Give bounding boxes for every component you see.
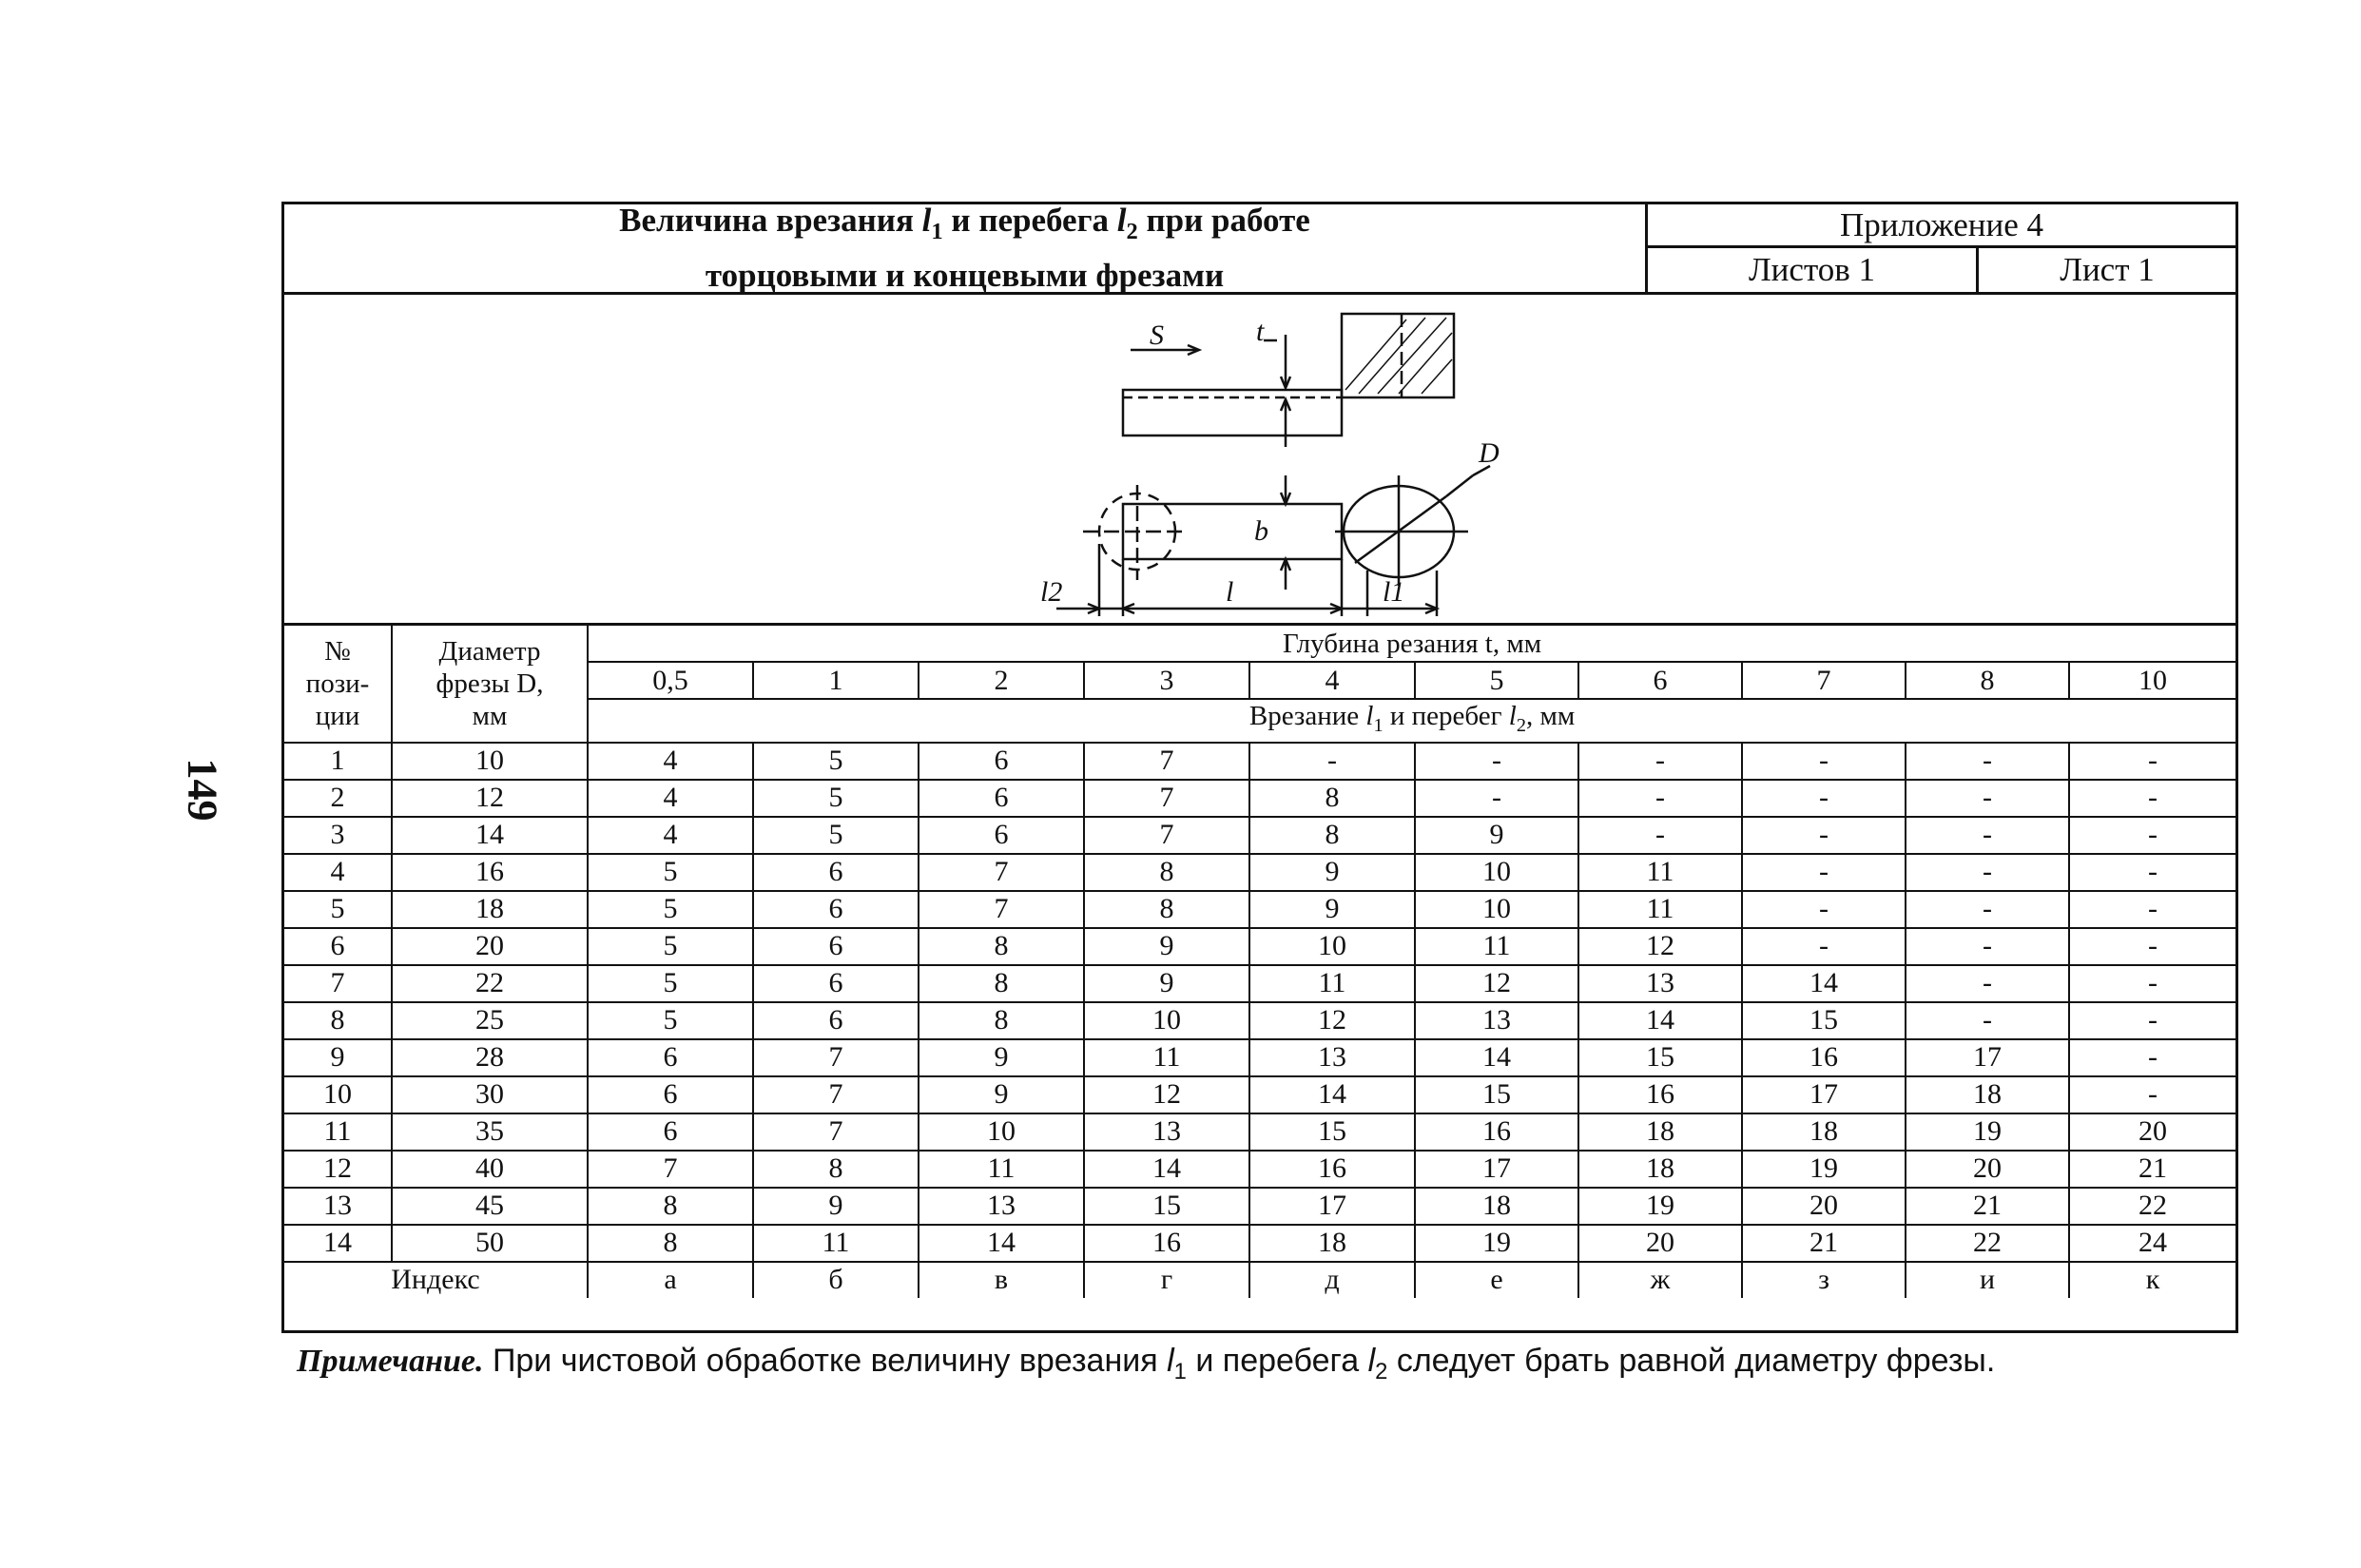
cutter-side: [1342, 314, 1454, 397]
cell-position: 2: [284, 780, 392, 817]
cell-value: 21: [2069, 1151, 2235, 1188]
index-cell: в: [919, 1262, 1084, 1298]
title-line-2: торцовыми и концевыми фрезами: [705, 257, 1225, 294]
table-row: [284, 780, 2235, 817]
cell-value: 14: [1578, 1002, 1742, 1039]
table-row: [284, 743, 2235, 780]
cell-value: 16: [1084, 1225, 1249, 1262]
cell-diameter: 18: [392, 891, 588, 928]
cell-value: -: [1578, 780, 1742, 817]
table-row: [284, 1002, 2235, 1039]
cell-value: 19: [1578, 1188, 1742, 1225]
cell-value: 19: [1906, 1113, 2069, 1151]
cell-value: -: [2069, 1002, 2235, 1039]
cell-value: -: [2069, 1076, 2235, 1113]
cell-value: 11: [1415, 928, 1578, 965]
cell-value: 6: [753, 928, 919, 965]
cell-value: -: [2069, 854, 2235, 891]
cell-diameter: 50: [392, 1225, 588, 1262]
cell-position: 7: [284, 965, 392, 1002]
cell-position: 4: [284, 854, 392, 891]
cell-value: 20: [2069, 1113, 2235, 1151]
index-cell: е: [1415, 1262, 1578, 1298]
cell-value: -: [1906, 854, 2069, 891]
cell-value: 14: [1249, 1076, 1415, 1113]
table-row: [284, 891, 2235, 928]
depth-col-header: 5: [1415, 662, 1578, 699]
cell-diameter: 35: [392, 1113, 588, 1151]
infeed-header: Врезание $l_1$ и перебег $l_2$, мм: [588, 699, 2235, 743]
milling-diagram: [284, 295, 2235, 623]
cell-value: 14: [1742, 965, 1906, 1002]
cell-value: 15: [1249, 1113, 1415, 1151]
cell-diameter: 45: [392, 1188, 588, 1225]
cell-value: 7: [919, 891, 1084, 928]
cell-value: 15: [1415, 1076, 1578, 1113]
cell-value: -: [2069, 928, 2235, 965]
table-row: [284, 1225, 2235, 1262]
cell-value: -: [1578, 743, 1742, 780]
cell-value: 9: [1249, 891, 1415, 928]
cell-value: 7: [1084, 780, 1249, 817]
cell-value: 18: [1742, 1113, 1906, 1151]
cell-value: 13: [1249, 1039, 1415, 1076]
cell-value: 15: [1578, 1039, 1742, 1076]
cell-value: 16: [1742, 1039, 1906, 1076]
cell-value: 16: [1249, 1151, 1415, 1188]
cell-value: 9: [919, 1076, 1084, 1113]
cell-diameter: 30: [392, 1076, 588, 1113]
cell-value: 11: [1578, 891, 1742, 928]
cell-diameter: 20: [392, 928, 588, 965]
cell-value: 15: [1742, 1002, 1906, 1039]
cell-value: 10: [1415, 854, 1578, 891]
cell-value: 19: [1742, 1151, 1906, 1188]
header-meta: [1645, 204, 2235, 292]
cell-value: -: [1742, 891, 1906, 928]
cell-value: 5: [753, 743, 919, 780]
cell-value: 9: [919, 1039, 1084, 1076]
label-t: t: [1256, 316, 1265, 347]
cell-value: 18: [1578, 1151, 1742, 1188]
cell-value: 5: [753, 780, 919, 817]
index-cell: з: [1742, 1262, 1906, 1298]
cell-value: 6: [588, 1113, 753, 1151]
cell-diameter: 16: [392, 854, 588, 891]
cell-position: 12: [284, 1151, 392, 1188]
header-row-1: [284, 626, 2235, 662]
cell-value: 8: [919, 965, 1084, 1002]
table-row: [284, 1188, 2235, 1225]
cell-value: -: [2069, 780, 2235, 817]
index-label: Индекс: [284, 1262, 588, 1298]
cell-value: 11: [1249, 965, 1415, 1002]
cell-value: 13: [1084, 1113, 1249, 1151]
depth-col-header: 3: [1084, 662, 1249, 699]
cell-value: 16: [1415, 1113, 1578, 1151]
cell-value: 6: [753, 1002, 919, 1039]
cell-value: 6: [753, 965, 919, 1002]
col-header-diameter: Диаметр фрезы D, мм: [392, 626, 588, 743]
cell-value: 17: [1742, 1076, 1906, 1113]
cell-value: 6: [753, 891, 919, 928]
cell-position: 14: [284, 1225, 392, 1262]
cell-value: 12: [1415, 965, 1578, 1002]
cell-value: 4: [588, 817, 753, 854]
table-row: [284, 1151, 2235, 1188]
cell-value: 6: [919, 817, 1084, 854]
index-cell: и: [1906, 1262, 2069, 1298]
index-cell: ж: [1578, 1262, 1742, 1298]
cell-value: -: [1578, 817, 1742, 854]
table-row: [284, 928, 2235, 965]
cell-value: -: [1906, 743, 2069, 780]
cell-position: 10: [284, 1076, 392, 1113]
depth-col-header: 8: [1906, 662, 2069, 699]
cell-value: 12: [1578, 928, 1742, 965]
cell-value: 18: [1906, 1076, 2069, 1113]
cell-position: 13: [284, 1188, 392, 1225]
cell-value: -: [1742, 854, 1906, 891]
table-title: [284, 204, 1645, 292]
cell-value: 19: [1415, 1225, 1578, 1262]
cell-value: -: [1906, 891, 2069, 928]
header: [284, 204, 2235, 295]
depth-col-header: 0,5: [588, 662, 753, 699]
cell-value: 9: [1084, 928, 1249, 965]
cell-value: 7: [753, 1039, 919, 1076]
cell-value: -: [1742, 780, 1906, 817]
cell-value: -: [1742, 817, 1906, 854]
index-row: [284, 1262, 2235, 1298]
cell-value: 7: [753, 1113, 919, 1151]
cell-value: -: [1906, 817, 2069, 854]
index-cell: г: [1084, 1262, 1249, 1298]
cell-value: 7: [753, 1076, 919, 1113]
page-number: 149: [179, 758, 226, 821]
cell-value: 7: [919, 854, 1084, 891]
cell-value: 9: [1415, 817, 1578, 854]
label-s: S: [1150, 319, 1164, 351]
cell-diameter: 14: [392, 817, 588, 854]
cell-value: 12: [1249, 1002, 1415, 1039]
index-cell: а: [588, 1262, 753, 1298]
cell-value: -: [2069, 891, 2235, 928]
cell-value: -: [2069, 965, 2235, 1002]
cell-value: -: [1742, 928, 1906, 965]
cell-position: 5: [284, 891, 392, 928]
cell-value: 14: [1084, 1151, 1249, 1188]
index-cell: д: [1249, 1262, 1415, 1298]
cell-value: 8: [753, 1151, 919, 1188]
cell-value: -: [1415, 743, 1578, 780]
label-l1: l1: [1383, 576, 1405, 608]
table-row: [284, 965, 2235, 1002]
cell-value: 8: [919, 1002, 1084, 1039]
cell-value: 11: [1084, 1039, 1249, 1076]
note-label: Примечание.: [297, 1344, 484, 1379]
cell-value: -: [2069, 743, 2235, 780]
cell-value: 11: [1578, 854, 1742, 891]
appendix-label: Приложение 4: [1648, 204, 2235, 248]
cell-diameter: 28: [392, 1039, 588, 1076]
cell-value: 21: [1906, 1188, 2069, 1225]
cell-value: -: [1906, 1002, 2069, 1039]
cell-value: 5: [753, 817, 919, 854]
cell-value: 10: [1249, 928, 1415, 965]
cell-value: 17: [1906, 1039, 2069, 1076]
table-row: [284, 854, 2235, 891]
label-l: l: [1226, 576, 1234, 608]
cell-value: 14: [1415, 1039, 1578, 1076]
depth-col-header: 1: [753, 662, 919, 699]
cell-value: -: [1906, 780, 2069, 817]
col-header-position: № пози- ции: [284, 626, 392, 743]
cell-value: 5: [588, 1002, 753, 1039]
cell-value: 20: [1578, 1225, 1742, 1262]
milling-sketch: [284, 295, 2235, 626]
table-body: [284, 626, 2235, 1298]
cell-value: 15: [1084, 1188, 1249, 1225]
cell-value: 6: [919, 780, 1084, 817]
cell-value: 20: [1742, 1188, 1906, 1225]
cell-value: 7: [588, 1151, 753, 1188]
sheets-total: Листов 1: [1748, 251, 1876, 288]
cell-value: 20: [1906, 1151, 2069, 1188]
label-b: b: [1254, 515, 1268, 547]
cell-value: 4: [588, 743, 753, 780]
cell-value: -: [1742, 743, 1906, 780]
cell-value: 24: [2069, 1225, 2235, 1262]
cell-value: 18: [1415, 1188, 1578, 1225]
cell-value: 17: [1249, 1188, 1415, 1225]
cell-value: 13: [1578, 965, 1742, 1002]
cell-value: 9: [1084, 965, 1249, 1002]
sheet-number: Лист 1: [1976, 248, 2235, 292]
cell-value: 6: [753, 854, 919, 891]
depth-col-header: 2: [919, 662, 1084, 699]
table-row: [284, 817, 2235, 854]
cell-value: 8: [1249, 817, 1415, 854]
cell-value: 8: [1084, 854, 1249, 891]
cell-position: 9: [284, 1039, 392, 1076]
note: Примечание. При чистовой обработке величину врезания $l_1$ и перебега $l_2$ следует брать равной диаметру фрезы.: [297, 1343, 1996, 1384]
label-l2: l2: [1040, 576, 1063, 608]
cell-value: 18: [1578, 1113, 1742, 1151]
table-row: [284, 1076, 2235, 1113]
depth-col-header: 10: [2069, 662, 2235, 699]
cell-value: -: [1249, 743, 1415, 780]
table-row: [284, 1039, 2235, 1076]
depth-col-header: 7: [1742, 662, 1906, 699]
cell-value: 9: [1249, 854, 1415, 891]
cell-value: 6: [919, 743, 1084, 780]
cell-value: 10: [1084, 1002, 1249, 1039]
index-cell: к: [2069, 1262, 2235, 1298]
cell-value: -: [2069, 817, 2235, 854]
cell-value: 8: [1084, 891, 1249, 928]
depth-col-header: 6: [1578, 662, 1742, 699]
cell-value: 11: [919, 1151, 1084, 1188]
cell-value: 5: [588, 891, 753, 928]
cell-value: 10: [919, 1113, 1084, 1151]
cell-value: 11: [753, 1225, 919, 1262]
cell-value: 14: [919, 1225, 1084, 1262]
cell-value: -: [1906, 965, 2069, 1002]
cell-value: 8: [588, 1225, 753, 1262]
cell-value: 4: [588, 780, 753, 817]
table-row: [284, 1113, 2235, 1151]
cell-value: 13: [919, 1188, 1084, 1225]
cell-diameter: 25: [392, 1002, 588, 1039]
cell-value: 8: [588, 1188, 753, 1225]
cell-value: 21: [1742, 1225, 1906, 1262]
cell-value: 18: [1249, 1225, 1415, 1262]
cell-position: 6: [284, 928, 392, 965]
cell-diameter: 10: [392, 743, 588, 780]
appendix-frame: [281, 202, 2238, 1333]
cell-value: 16: [1578, 1076, 1742, 1113]
cell-value: 17: [1415, 1151, 1578, 1188]
label-d: D: [1479, 437, 1500, 469]
cell-value: 7: [1084, 743, 1249, 780]
cell-value: 22: [2069, 1188, 2235, 1225]
cell-value: 22: [1906, 1225, 2069, 1262]
cell-value: -: [2069, 1039, 2235, 1076]
cell-position: 11: [284, 1113, 392, 1151]
cell-value: 5: [588, 965, 753, 1002]
cell-diameter: 12: [392, 780, 588, 817]
index-cell: б: [753, 1262, 919, 1298]
title-line-1: Величина врезания $l_1$ и перебега $l_2$ при работе: [619, 202, 1310, 244]
infeed-overrun-table: [284, 626, 2235, 1298]
cell-value: 12: [1084, 1076, 1249, 1113]
depth-header: Глубина резания t, мм: [588, 626, 2235, 662]
cell-value: -: [1906, 928, 2069, 965]
cell-position: 1: [284, 743, 392, 780]
cell-position: 3: [284, 817, 392, 854]
cell-value: -: [1415, 780, 1578, 817]
cell-value: 5: [588, 928, 753, 965]
cell-value: 9: [753, 1188, 919, 1225]
cell-value: 6: [588, 1076, 753, 1113]
depth-col-header: 4: [1249, 662, 1415, 699]
cell-position: 8: [284, 1002, 392, 1039]
cell-value: 5: [588, 854, 753, 891]
cell-value: 8: [919, 928, 1084, 965]
cell-value: 10: [1415, 891, 1578, 928]
cell-diameter: 22: [392, 965, 588, 1002]
hatching: [1345, 318, 1452, 394]
cell-value: 6: [588, 1039, 753, 1076]
cell-value: 13: [1415, 1002, 1578, 1039]
cell-value: 7: [1084, 817, 1249, 854]
cell-value: 8: [1249, 780, 1415, 817]
cell-diameter: 40: [392, 1151, 588, 1188]
